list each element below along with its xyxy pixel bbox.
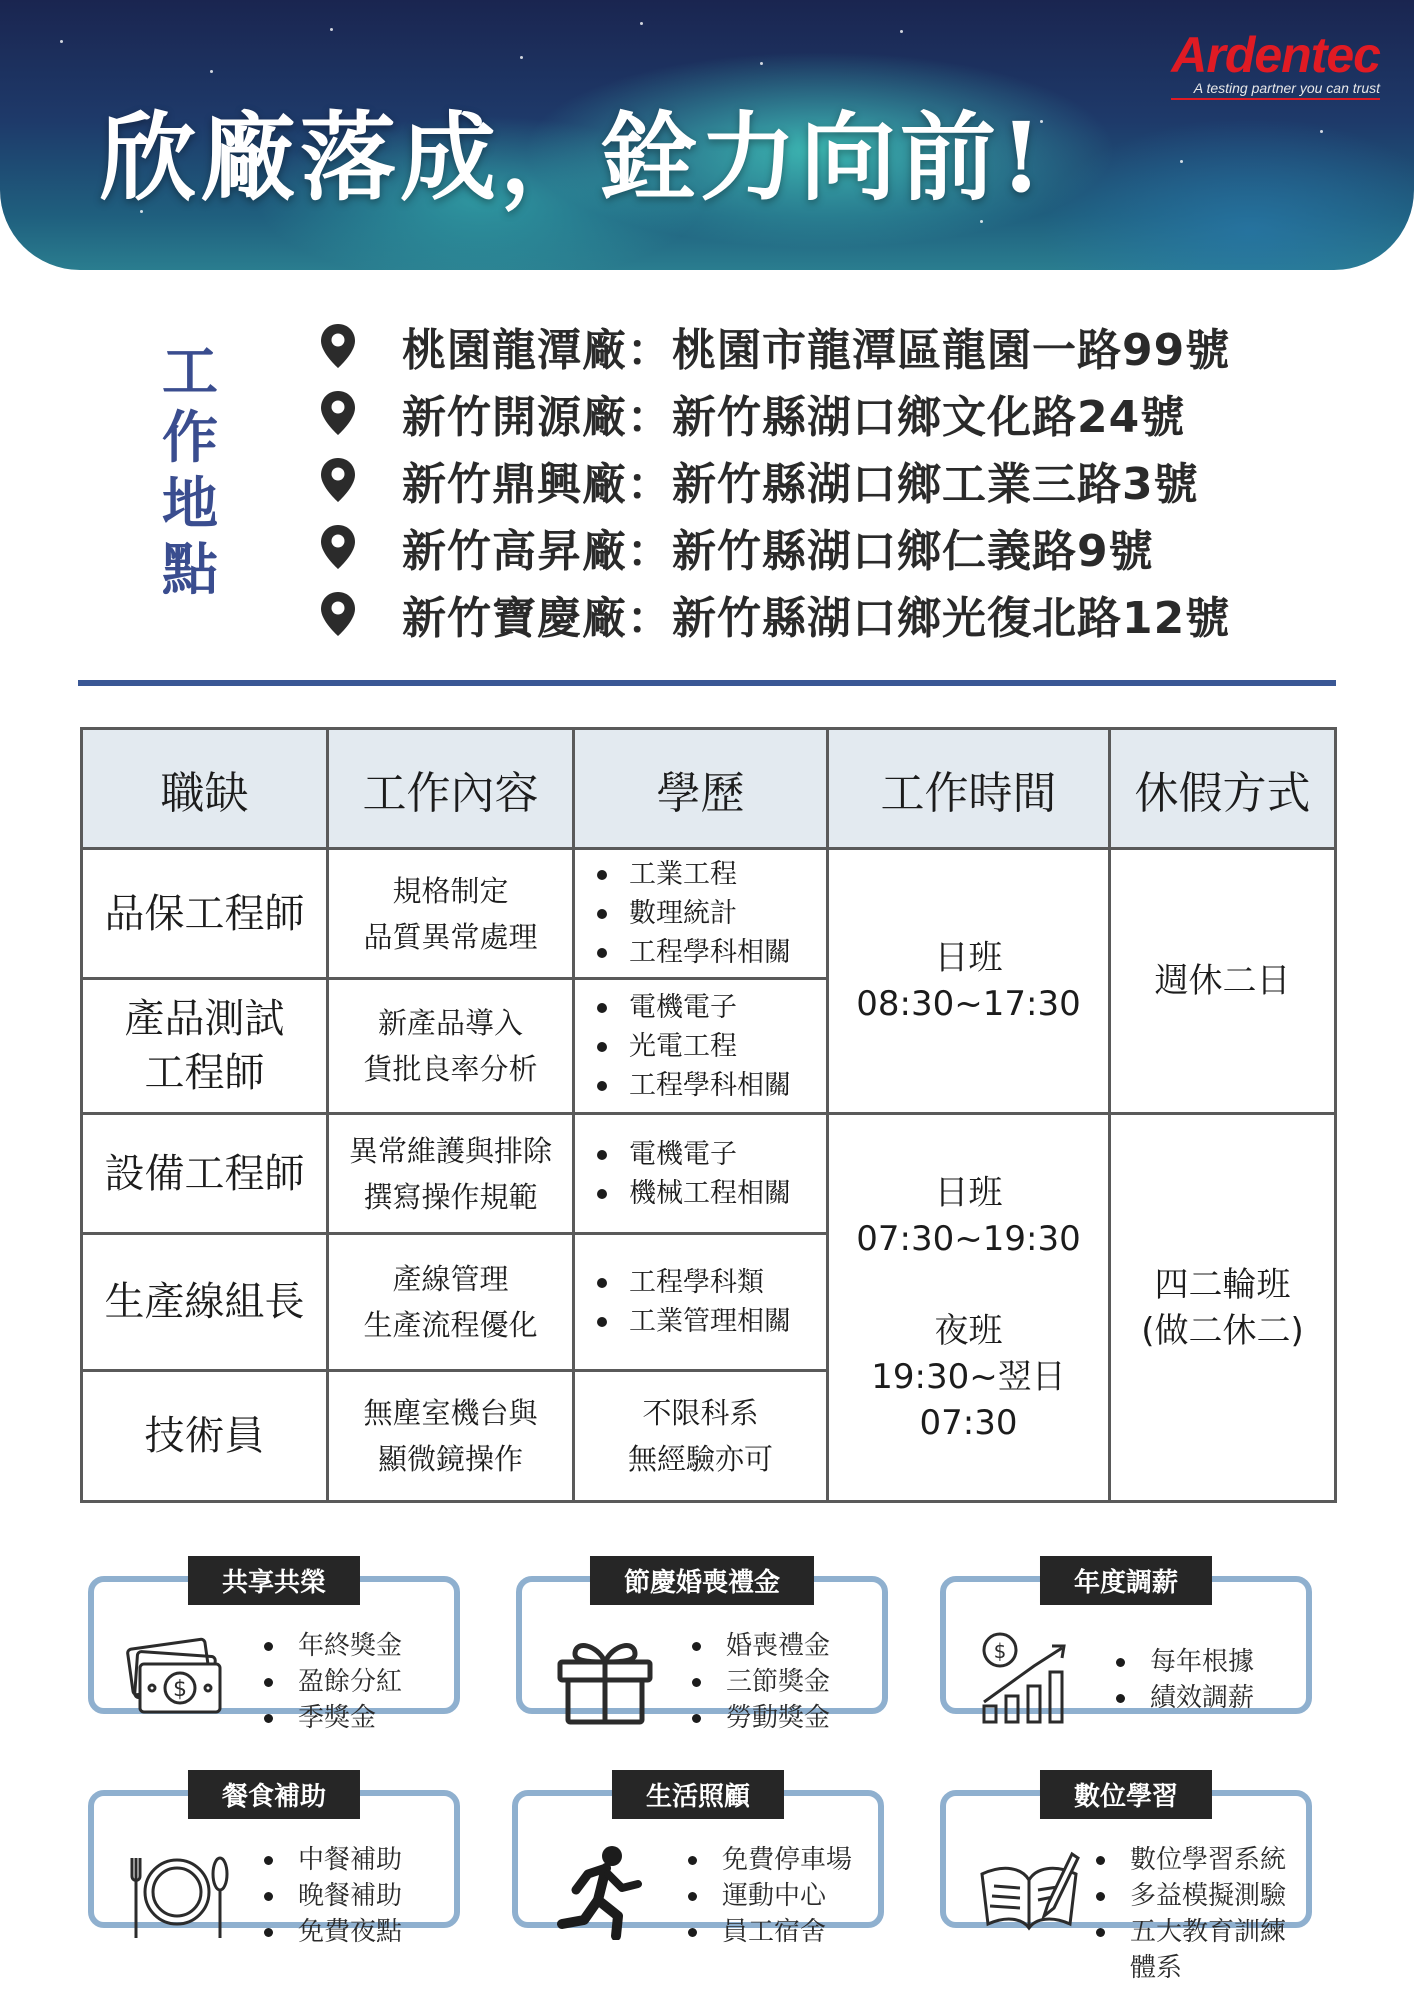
cell-line: 生產流程優化 <box>363 1308 538 1342</box>
table-row <box>82 1114 1336 1234</box>
work-hours-cell <box>828 1114 1110 1502</box>
gift-icon <box>550 1630 660 1726</box>
benefit-list <box>688 1842 852 1950</box>
benefit-item: 每年根據 <box>1116 1644 1254 1680</box>
role-cell <box>82 1234 328 1371</box>
cell-line: 不限科系 <box>642 1396 759 1430</box>
benefit-card <box>88 1556 460 1733</box>
cell-line: 顯微鏡操作 <box>377 1442 523 1476</box>
money-icon <box>122 1630 232 1726</box>
header-banner <box>0 0 1414 270</box>
benefit-item: 年終獎金 <box>264 1628 402 1664</box>
benefit-card <box>940 1556 1312 1714</box>
benefit-list <box>264 1628 402 1736</box>
cell-line: 日班 <box>934 1172 1003 1213</box>
benefit-label: 共享共榮 <box>188 1556 360 1605</box>
work-hours-cell <box>828 849 1110 1114</box>
benefit-list <box>692 1628 830 1736</box>
role-cell <box>82 1114 328 1234</box>
education-item: 工程學科相關 <box>597 1066 826 1105</box>
location-pin-icon <box>318 523 358 571</box>
content-cell <box>328 1114 574 1234</box>
location-text: 新竹鼎興廠：新竹縣湖口鄉工業三路3號 <box>402 458 1199 510</box>
cell-line: 夜班 <box>934 1310 1003 1351</box>
education-item: 工程學科相關 <box>597 933 826 972</box>
cell-line: 無塵室機台與 <box>363 1396 538 1430</box>
location-pin-icon <box>318 322 358 370</box>
location-text: 新竹開源廠：新竹縣湖口鄉文化路24號 <box>402 391 1186 443</box>
table-row <box>82 849 1336 979</box>
education-cell <box>574 849 828 979</box>
content-cell <box>328 849 574 979</box>
location-item <box>318 513 1230 580</box>
cell-line: 撰寫操作規範 <box>363 1179 538 1214</box>
cell-line: 新產品導入 <box>377 1006 523 1040</box>
company-logo <box>1171 26 1380 100</box>
education-item: 工程學科類 <box>597 1263 826 1302</box>
cell-line: 週休二日 <box>1154 961 1291 1001</box>
benefit-label: 數位學習 <box>1040 1770 1212 1819</box>
header-work-hours: 工作時間 <box>828 729 1110 849</box>
benefit-item: 三節獎金 <box>692 1664 830 1700</box>
cell-line: 品質異常處理 <box>363 919 538 954</box>
location-item <box>318 580 1230 647</box>
cell-line: 產品測試 <box>124 996 285 1042</box>
benefit-item: 免費停車場 <box>688 1842 852 1878</box>
education-item: 工業工程 <box>597 855 826 894</box>
education-item: 工業管理相關 <box>597 1302 826 1341</box>
location-item <box>318 446 1230 513</box>
svg-text:$: $ <box>993 1639 1007 1663</box>
leave-cell <box>1110 1114 1336 1502</box>
book-icon <box>974 1844 1084 1940</box>
logo-tagline: A testing partner you can trust <box>1171 80 1380 100</box>
cell-line: 技術員 <box>144 1413 265 1459</box>
header-position: 職缺 <box>82 729 328 849</box>
cell-line: 生產線組長 <box>104 1279 305 1325</box>
role-cell <box>82 1371 328 1502</box>
benefit-item: 員工宿舍 <box>688 1914 852 1950</box>
job-table <box>80 727 1337 1503</box>
education-list <box>597 988 826 1105</box>
content-cell <box>328 1371 574 1502</box>
education-cell <box>574 1114 828 1234</box>
benefit-card <box>516 1556 888 1733</box>
location-text: 桃園龍潭廠：桃園市龍潭區龍園一路99號 <box>402 324 1231 376</box>
cell-line: 日班 <box>934 938 1003 978</box>
plate-cutlery-icon <box>122 1844 232 1940</box>
benefit-card <box>940 1770 1312 1983</box>
benefit-item: 數位學習系統 <box>1096 1842 1306 1878</box>
header-education: 學歷 <box>574 729 828 849</box>
role-cell <box>82 849 328 979</box>
benefit-item: 績效調薪 <box>1116 1680 1254 1716</box>
benefit-label: 年度調薪 <box>1040 1556 1212 1605</box>
benefit-item: 免費夜點 <box>264 1914 402 1950</box>
cell-line: 工程師 <box>144 1050 265 1096</box>
benefit-item: 季獎金 <box>264 1700 402 1736</box>
cell-line: 四二輪班 <box>1154 1264 1291 1305</box>
cell-line: 品保工程師 <box>104 890 305 937</box>
cell-line: 設備工程師 <box>104 1150 305 1197</box>
content-cell <box>328 1234 574 1371</box>
benefit-item: 勞動獎金 <box>692 1700 830 1736</box>
benefit-item: 運動中心 <box>688 1878 852 1914</box>
location-pin-icon <box>318 590 358 638</box>
benefit-label: 生活照顧 <box>612 1770 784 1819</box>
location-item <box>318 379 1230 446</box>
salary-growth-icon <box>974 1630 1084 1726</box>
content-cell <box>328 979 574 1114</box>
cell-line: 08:30~17:30 <box>856 984 1081 1024</box>
cell-line: 規格制定 <box>392 873 509 908</box>
benefit-item: 婚喪禮金 <box>692 1628 830 1664</box>
runner-icon <box>546 1844 656 1940</box>
cell-line: 07:30~19:30 <box>856 1218 1081 1259</box>
locations-heading: 工作地點 <box>162 340 218 603</box>
benefit-item: 多益模擬測驗 <box>1096 1878 1306 1914</box>
benefit-item: 五大教育訓練體系 <box>1096 1914 1306 1986</box>
cell-line: (做二休二) <box>1141 1310 1304 1351</box>
location-text: 新竹高昇廠：新竹縣湖口鄉仁義路9號 <box>402 525 1154 577</box>
education-item: 數理統計 <box>597 894 826 933</box>
benefit-item: 盈餘分紅 <box>264 1664 402 1700</box>
benefit-label: 餐食補助 <box>188 1770 360 1819</box>
education-item: 光電工程 <box>597 1027 826 1066</box>
location-pin-icon <box>318 456 358 504</box>
location-item <box>318 312 1230 379</box>
benefit-list <box>1116 1644 1254 1716</box>
table-header-row <box>82 729 1336 849</box>
benefit-list <box>1096 1842 1306 1986</box>
education-item: 電機電子 <box>597 1135 826 1174</box>
benefit-item: 晚餐補助 <box>264 1878 402 1914</box>
header-job-content: 工作內容 <box>328 729 574 849</box>
role-cell <box>82 979 328 1114</box>
logo-text: Ardentec <box>1171 27 1380 83</box>
cell-line: 無經驗亦可 <box>627 1442 773 1476</box>
leave-cell <box>1110 849 1336 1114</box>
header-leave: 休假方式 <box>1110 729 1336 849</box>
banner-title: 欣廠落成，銓力向前! <box>100 101 1047 214</box>
benefit-item: 中餐補助 <box>264 1842 402 1878</box>
benefit-card <box>512 1770 884 1947</box>
locations-list <box>318 312 1230 647</box>
cell-line: 貨批良率分析 <box>363 1052 538 1086</box>
cell-line: 19:30~翌日07:30 <box>871 1356 1066 1443</box>
benefit-card <box>88 1770 460 1947</box>
section-divider <box>78 680 1336 686</box>
education-cell <box>574 1371 828 1502</box>
location-pin-icon <box>318 389 358 437</box>
education-list <box>597 855 826 972</box>
education-item: 電機電子 <box>597 988 826 1027</box>
education-item: 機械工程相關 <box>597 1174 826 1213</box>
cell-line: 異常維護與排除 <box>348 1133 552 1168</box>
benefit-label: 節慶婚喪禮金 <box>590 1556 814 1605</box>
svg-text:$: $ <box>173 1677 187 1702</box>
education-cell <box>574 1234 828 1371</box>
education-list <box>597 1135 826 1213</box>
education-cell <box>574 979 828 1114</box>
education-list <box>597 1263 826 1341</box>
benefit-list <box>264 1842 402 1950</box>
location-text: 新竹寶慶廠：新竹縣湖口鄉光復北路12號 <box>402 592 1231 644</box>
cell-line: 產線管理 <box>392 1262 509 1296</box>
